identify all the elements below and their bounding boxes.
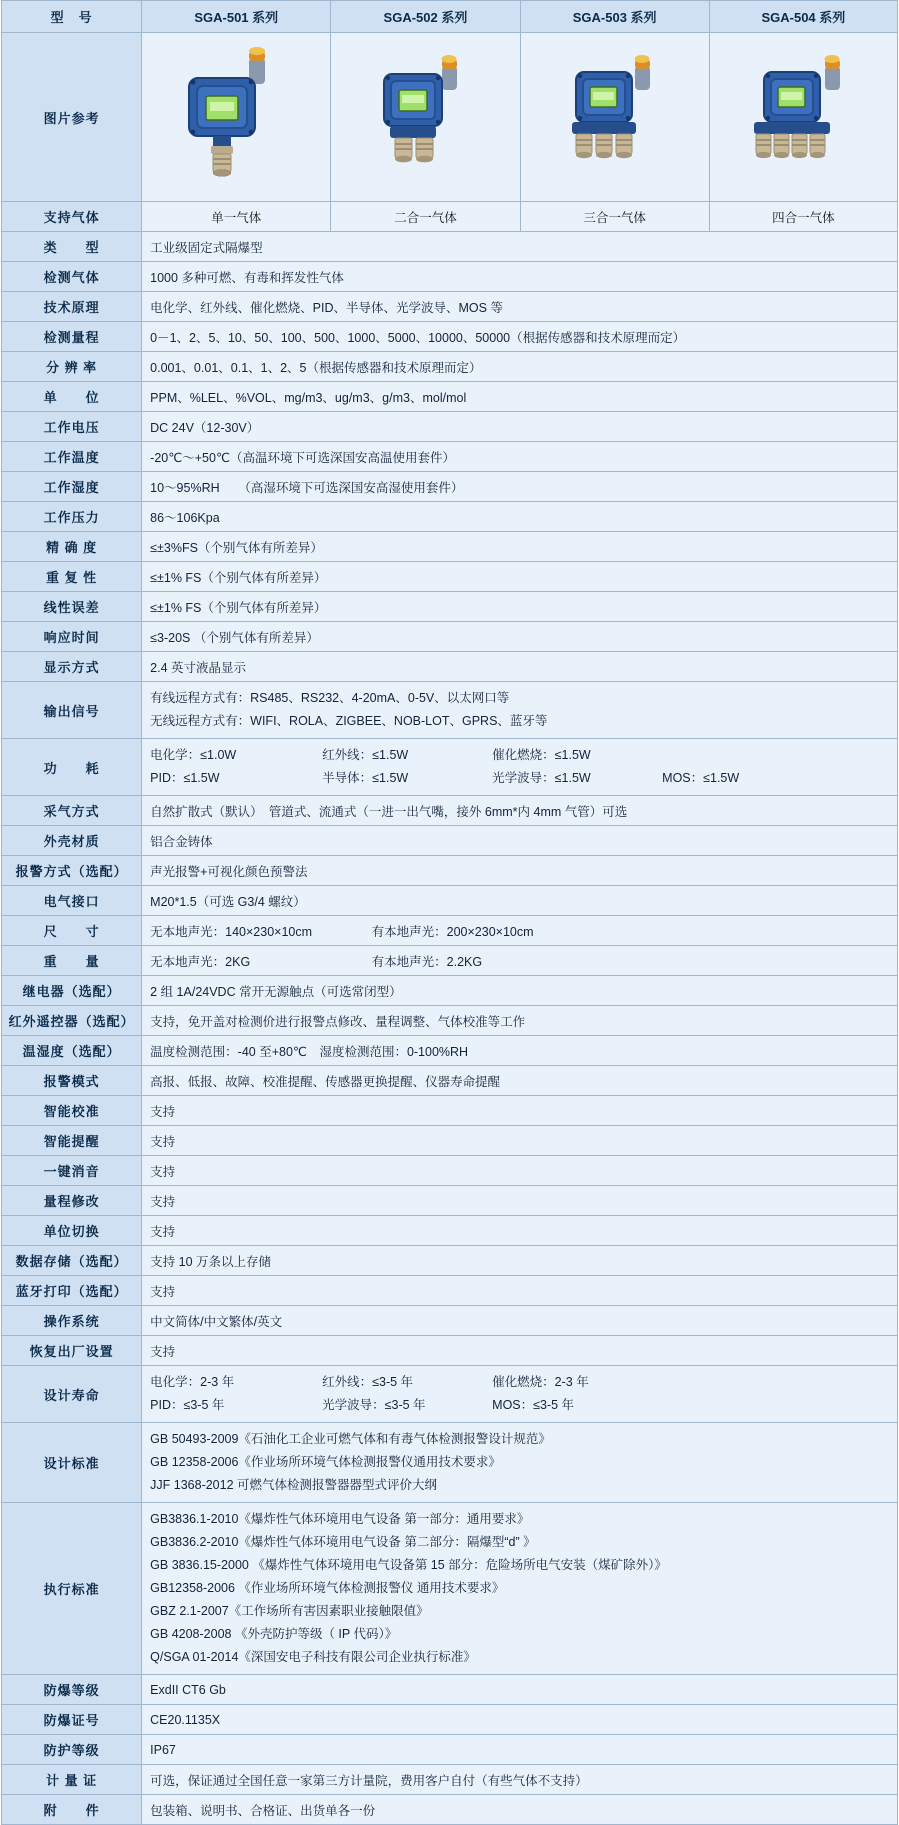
table-row-detect-gas <box>2 262 898 292</box>
row-label: 附 件 <box>2 1795 142 1825</box>
lifetime-infrared: 红外线：≤3-5 年 <box>322 1375 414 1389</box>
exec-standard-line-3: GB 3836.15-2000 《爆炸性气体环境用电气设备第 15 部分：危险场所电气安装（煤矿除外）》 <box>150 1558 667 1572</box>
power-mos: MOS：≤1.5W <box>662 771 740 785</box>
table-row-temp-humidity-option <box>2 1036 898 1066</box>
row-value: 支持 <box>142 1336 898 1366</box>
row-value: 中文简体/中文繁体/英文 <box>142 1306 898 1336</box>
table-row-pressure <box>2 502 898 532</box>
table-row-design-standard <box>2 1423 898 1503</box>
row-label: 工作湿度 <box>2 472 142 502</box>
table-row-type <box>2 232 898 262</box>
table-row-accessories <box>2 1795 898 1825</box>
lifetime-line-1 <box>150 1371 889 1394</box>
model-header-4: SGA-504 系列 <box>709 1 897 33</box>
table-row-temperature <box>2 442 898 472</box>
exec-standard-line-6: GB 4208-2008 《外壳防护等级（ IP 代码）》 <box>150 1627 398 1641</box>
power-infrared: 红外线：≤1.5W <box>322 748 409 762</box>
exec-standard-line-2: GB3836.2-2010《爆炸性气体环境用电气设备 第二部分：隔爆型“d” 》 <box>150 1535 536 1549</box>
row-value: 工业级固定式隔爆型 <box>142 232 898 262</box>
row-value: ≤±1% FS（个别气体有所差异） <box>142 562 898 592</box>
row-label: 恢复出厂设置 <box>2 1336 142 1366</box>
table-row-bluetooth-print <box>2 1276 898 1306</box>
row-label: 蓝牙打印（选配） <box>2 1276 142 1306</box>
row-label: 报警模式 <box>2 1066 142 1096</box>
table-row-principle <box>2 292 898 322</box>
row-value: 支持 <box>142 1096 898 1126</box>
row-label: 一键消音 <box>2 1156 142 1186</box>
power-electrochemical: 电化学：≤1.0W <box>150 748 237 762</box>
row-label: 数据存储（选配） <box>2 1246 142 1276</box>
row-value-lifetime <box>142 1366 898 1423</box>
row-value: 支持，免开盖对检测价进行报警点修改、量程调整、气体校准等工作 <box>142 1006 898 1036</box>
row-value-exec-standard <box>142 1503 898 1675</box>
row-value-size <box>142 916 898 946</box>
exec-standard-line-1: GB3836.1-2010《爆炸性气体环境用电气设备 第一部分：通用要求》 <box>150 1512 530 1526</box>
row-label-exec-standard: 执行标准 <box>2 1503 142 1675</box>
row-label: 红外遥控器（选配） <box>2 1006 142 1036</box>
gas-detector-icon-2 <box>350 42 500 192</box>
row-value: 铝合金铸体 <box>142 826 898 856</box>
weight-without-alarm: 无本地声光：2KG <box>150 954 251 969</box>
row-value: 支持 <box>142 1216 898 1246</box>
exec-standard-line-7: Q/SGA 01-2014《深国安电子科技有限公司企业执行标准》 <box>150 1650 476 1664</box>
row-label-power: 功 耗 <box>2 739 142 796</box>
row-value: ≤±1% FS（个别气体有所差异） <box>142 592 898 622</box>
output-signal-line-1: 有线远程方式有：RS485、RS232、4-20mA、0-5V、以太网口等 <box>150 691 510 705</box>
row-label: 报警方式（选配） <box>2 856 142 886</box>
table-row-ip-rating <box>2 1735 898 1765</box>
row-value: ≤3-20S （个别气体有所差异） <box>142 622 898 652</box>
table-row-output-signal <box>2 682 898 739</box>
power-line-1 <box>150 744 889 767</box>
model-header-1: SGA-501 系列 <box>142 1 331 33</box>
device-image-4 <box>709 33 897 202</box>
table-row-size <box>2 916 898 946</box>
table-row-ir-remote <box>2 1006 898 1036</box>
table-row-lifetime <box>2 1366 898 1423</box>
row-value-power <box>142 739 898 796</box>
table-row-linearity <box>2 592 898 622</box>
row-label: 温湿度（选配） <box>2 1036 142 1066</box>
table-row-images <box>2 33 898 202</box>
power-pid: PID：≤1.5W <box>150 771 220 785</box>
gas-support-3: 三合一气体 <box>520 202 709 232</box>
row-label: 检测气体 <box>2 262 142 292</box>
design-standard-line-2: GB 12358-2006《作业场所环境气体检测报警仪通用技术要求》 <box>150 1455 501 1469</box>
lifetime-pid: PID：≤3-5 年 <box>150 1398 225 1412</box>
row-label-model: 型 号 <box>2 1 142 33</box>
row-label: 工作电压 <box>2 412 142 442</box>
row-label: 技术原理 <box>2 292 142 322</box>
device-image-1 <box>142 33 331 202</box>
row-label: 操作系统 <box>2 1306 142 1336</box>
model-header-3: SGA-503 系列 <box>520 1 709 33</box>
row-label: 计 量 证 <box>2 1765 142 1795</box>
model-header-2: SGA-502 系列 <box>331 1 520 33</box>
table-row-voltage <box>2 412 898 442</box>
row-label: 精 确 度 <box>2 532 142 562</box>
row-label: 单位切换 <box>2 1216 142 1246</box>
gas-detector-icon-4 <box>728 42 878 192</box>
row-value: 支持 <box>142 1276 898 1306</box>
row-value: 2.4 英寸液晶显示 <box>142 652 898 682</box>
table-row-alarm-modes <box>2 1066 898 1096</box>
lifetime-mos: MOS：≤3-5 年 <box>492 1398 575 1412</box>
specification-table <box>1 0 898 1825</box>
table-row-range <box>2 322 898 352</box>
table-row-resolution <box>2 352 898 382</box>
row-label: 工作压力 <box>2 502 142 532</box>
row-label: 单 位 <box>2 382 142 412</box>
row-label: 防护等级 <box>2 1735 142 1765</box>
table-row-response-time <box>2 622 898 652</box>
table-row-exec-standard <box>2 1503 898 1675</box>
row-value: PPM、%LEL、%VOL、mg/m3、ug/m3、g/m3、mol/mol <box>142 382 898 412</box>
table-row-factory-reset <box>2 1336 898 1366</box>
gas-support-4: 四合一气体 <box>709 202 897 232</box>
row-value: 温度检测范围：-40 至+80℃ 湿度检测范围：0-100%RH <box>142 1036 898 1066</box>
row-label-output-signal: 输出信号 <box>2 682 142 739</box>
table-row-ex-rating <box>2 1675 898 1705</box>
row-label: 重 复 性 <box>2 562 142 592</box>
row-value: 86～106Kpa <box>142 502 898 532</box>
gas-support-2: 二合一气体 <box>331 202 520 232</box>
row-value: 1000 多种可燃、有毒和挥发性气体 <box>142 262 898 292</box>
power-semiconductor: 半导体：≤1.5W <box>322 771 409 785</box>
table-row-ex-cert <box>2 1705 898 1735</box>
row-value: 支持 <box>142 1186 898 1216</box>
row-value: 支持 <box>142 1156 898 1186</box>
row-value: 声光报警+可视化颜色预警法 <box>142 856 898 886</box>
table-row-os <box>2 1306 898 1336</box>
table-row-smart-calibration <box>2 1096 898 1126</box>
row-value: 高报、低报、故障、校准提醒、传感器更换提醒、仪器寿命提醒 <box>142 1066 898 1096</box>
row-value: 支持 10 万条以上存储 <box>142 1246 898 1276</box>
row-value: 电化学、红外线、催化燃烧、PID、半导体、光学波导、MOS 等 <box>142 292 898 322</box>
size-without-alarm: 无本地声光：140×230×10cm <box>150 924 313 939</box>
exec-standard-line-5: GBZ 2.1-2007《工作场所有害因素职业接触限值》 <box>150 1604 429 1618</box>
table-row-alarm-mode-option <box>2 856 898 886</box>
table-row-weight <box>2 946 898 976</box>
row-value: CE20.1135X <box>142 1705 898 1735</box>
table-row-smart-reminder <box>2 1126 898 1156</box>
exec-standard-line-4: GB12358-2006 《作业场所环境气体检测报警仪 通用技术要求》 <box>150 1581 505 1595</box>
device-image-3 <box>520 33 709 202</box>
device-image-2 <box>331 33 520 202</box>
row-label: 防爆证号 <box>2 1705 142 1735</box>
row-value-weight <box>142 946 898 976</box>
row-value-output-signal <box>142 682 898 739</box>
row-label: 分 辨 率 <box>2 352 142 382</box>
row-label: 电气接口 <box>2 886 142 916</box>
table-row-unit <box>2 382 898 412</box>
row-label-design-standard: 设计标准 <box>2 1423 142 1503</box>
row-value: 0.001、0.01、0.1、1、2、5（根据传感器和技术原理而定） <box>142 352 898 382</box>
row-label-lifetime: 设计寿命 <box>2 1366 142 1423</box>
row-value: ExdII CT6 Gb <box>142 1675 898 1705</box>
row-value: 包装箱、说明书、合格证、出货单各一份 <box>142 1795 898 1825</box>
row-label: 防爆等级 <box>2 1675 142 1705</box>
row-label: 量程修改 <box>2 1186 142 1216</box>
output-signal-line-2: 无线远程方式有：WIFI、ROLA、ZIGBEE、NOB-LOT、GPRS、蓝牙等 <box>150 714 548 728</box>
design-standard-line-1: GB 50493-2009《石油化工企业可燃气体和有毒气体检测报警设计规范》 <box>150 1432 551 1446</box>
row-label-image: 图片参考 <box>2 33 142 202</box>
row-label: 智能提醒 <box>2 1126 142 1156</box>
table-row-accuracy <box>2 532 898 562</box>
row-value-design-standard <box>142 1423 898 1503</box>
table-row-gas-support <box>2 202 898 232</box>
row-label: 线性误差 <box>2 592 142 622</box>
table-row-electrical-interface <box>2 886 898 916</box>
gas-detector-icon-3 <box>540 42 690 192</box>
row-value: IP67 <box>142 1735 898 1765</box>
lifetime-electrochemical: 电化学：2-3 年 <box>150 1375 235 1389</box>
row-label: 检测量程 <box>2 322 142 352</box>
power-line-2 <box>150 767 889 790</box>
row-value: 自然扩散式（默认） 管道式、流通式（一进一出气嘴，接外 6mm*内 4mm 气管）可选 <box>142 796 898 826</box>
row-value: 10～95%RH （高湿环境下可选深国安高湿使用套件） <box>142 472 898 502</box>
table-row-range-modify <box>2 1186 898 1216</box>
row-label: 外壳材质 <box>2 826 142 856</box>
table-row-humidity <box>2 472 898 502</box>
row-value: ≤±3%FS（个别气体有所差异） <box>142 532 898 562</box>
size-with-alarm: 有本地声光：200×230×10cm <box>371 924 534 939</box>
row-value: -20℃～+50℃（高温环境下可选深国安高温使用套件） <box>142 442 898 472</box>
table-row-repeatability <box>2 562 898 592</box>
row-value: DC 24V（12-30V） <box>142 412 898 442</box>
table-row-display <box>2 652 898 682</box>
row-label: 响应时间 <box>2 622 142 652</box>
table-row-sampling <box>2 796 898 826</box>
row-label: 显示方式 <box>2 652 142 682</box>
row-label: 工作温度 <box>2 442 142 472</box>
lifetime-catalytic: 催化燃烧：2-3 年 <box>492 1375 589 1389</box>
row-value: 0－1、2、5、10、50、100、500、1000、5000、10000、50000（根据传感器和技术原理而定） <box>142 322 898 352</box>
weight-with-alarm: 有本地声光：2.2KG <box>371 954 483 969</box>
table-row-metrology-cert <box>2 1765 898 1795</box>
row-label: 继电器（选配） <box>2 976 142 1006</box>
gas-detector-icon-1 <box>161 42 311 192</box>
table-row-unit-switch <box>2 1216 898 1246</box>
table-row-data-storage <box>2 1246 898 1276</box>
lifetime-line-2 <box>150 1394 889 1417</box>
row-label: 类 型 <box>2 232 142 262</box>
row-label-gas-support: 支持气体 <box>2 202 142 232</box>
table-row-relay <box>2 976 898 1006</box>
row-label: 采气方式 <box>2 796 142 826</box>
table-row-housing <box>2 826 898 856</box>
table-row-model <box>2 1 898 33</box>
lifetime-optical-waveguide: 光学波导：≤3-5 年 <box>322 1398 426 1412</box>
row-label: 智能校准 <box>2 1096 142 1126</box>
row-label-weight: 重 量 <box>2 946 142 976</box>
table-row-power <box>2 739 898 796</box>
row-value: 支持 <box>142 1126 898 1156</box>
row-value: M20*1.5（可选 G3/4 螺纹） <box>142 886 898 916</box>
power-catalytic: 催化燃烧：≤1.5W <box>492 748 591 762</box>
gas-support-1: 单一气体 <box>142 202 331 232</box>
power-optical-waveguide: 光学波导：≤1.5W <box>492 771 591 785</box>
row-label-size: 尺 寸 <box>2 916 142 946</box>
table-row-one-key-mute <box>2 1156 898 1186</box>
row-value: 2 组 1A/24VDC 常开无源触点（可选常闭型） <box>142 976 898 1006</box>
row-value: 可选，保证通过全国任意一家第三方计量院，费用客户自付（有些气体不支持） <box>142 1765 898 1795</box>
design-standard-line-3: JJF 1368-2012 可燃气体检测报警器器型式评价大纲 <box>150 1478 438 1492</box>
